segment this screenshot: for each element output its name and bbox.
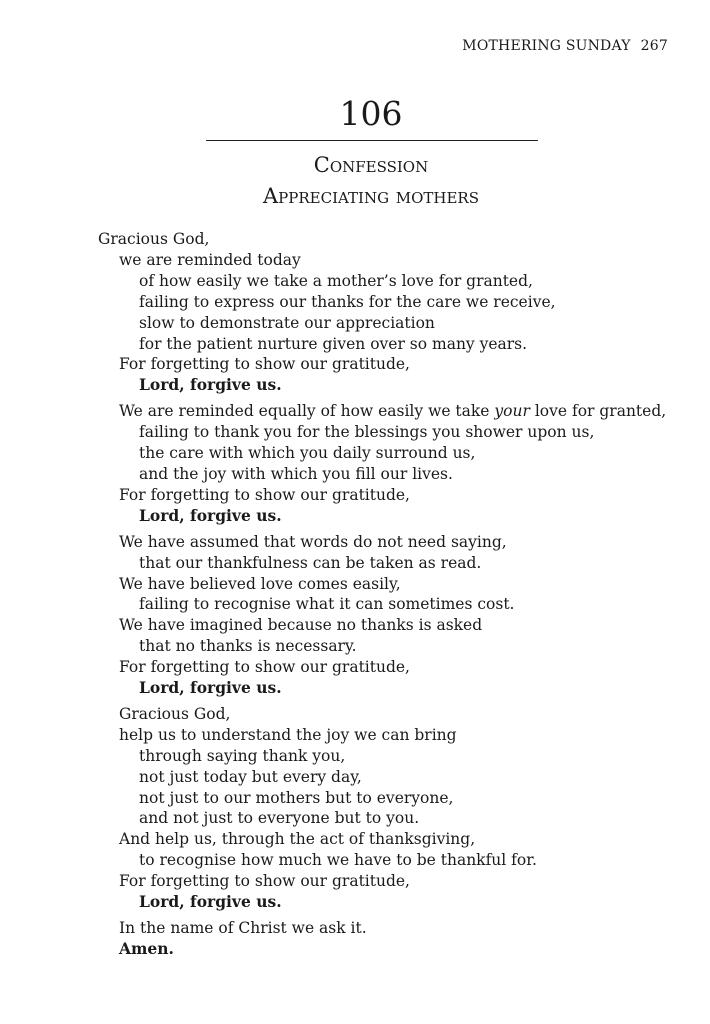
prayer-line: of how easily we take a mother’s love for granted, [139, 271, 533, 290]
prayer-line: And help us, through the act of thanksgiving, [119, 830, 476, 849]
emphasis-text: your [494, 402, 530, 421]
prayer-line: to recognise how much we have to be thankful for. [139, 851, 537, 870]
prayer-line: help us to understand the joy we can bring [119, 725, 457, 744]
prayer-line: not just today but every day, [139, 767, 362, 786]
prayer-line [98, 401, 698, 422]
prayer-line: and the joy with which you fill our lives. [139, 464, 453, 483]
prayer-line: We have imagined because no thanks is asked [119, 616, 483, 635]
prayer-line: For forgetting to show our gratitude, [119, 872, 410, 891]
response-line: Lord, forgive us. [139, 505, 282, 525]
response-line: Lord, forgive us. [139, 678, 282, 698]
prayer-line: failing to thank you for the blessings you shower upon us, [139, 423, 595, 442]
prayer-line: For forgetting to show our gratitude, [119, 485, 410, 504]
prayer-line: we are reminded today [119, 250, 301, 269]
running-title: MOTHERING SUNDAY [462, 38, 631, 54]
prayer-line: not just to our mothers but to everyone, [139, 788, 454, 807]
title-rule [206, 140, 538, 141]
prayer-line: that our thankfulness can be taken as read. [139, 553, 482, 572]
prayer-line: For forgetting to show our gratitude, [119, 658, 410, 677]
response-line: Lord, forgive us. [139, 892, 282, 912]
prayer-line: for the patient nurture given over so many years. [139, 334, 528, 353]
amen-line: Amen. [119, 938, 174, 958]
title-line-1: Confession [313, 153, 429, 177]
prayer-line: We have believed love comes easily, [119, 574, 401, 593]
prayer-line: and not just to everyone but to you. [139, 809, 420, 828]
prayer-title [0, 150, 710, 212]
prayer-line: through saying thank you, [139, 746, 346, 765]
prayer-number: 106 [339, 94, 403, 133]
title-line-2: Appreciating mothers [263, 184, 479, 208]
prayer-line: that no thanks is necessary. [139, 637, 357, 656]
prayer-line: In the name of Christ we ask it. [119, 919, 367, 937]
prayer-line: slow to demonstrate our appreciation [139, 313, 435, 332]
prayer-body [98, 229, 698, 960]
prayer-line: failing to recognise what it can sometimes cost. [139, 595, 515, 614]
response-line: Lord, forgive us. [139, 375, 282, 395]
prayer-line: failing to express our thanks for the care we receive, [139, 292, 556, 311]
prayer-line: the care with which you daily surround us, [139, 444, 476, 463]
page-number: 267 [640, 38, 668, 54]
running-head [462, 38, 668, 54]
prayer-line: Gracious God, [98, 230, 210, 248]
prayer-line: We have assumed that words do not need saying, [119, 532, 507, 551]
line-text: We are reminded equally of how easily we take [119, 402, 495, 421]
line-text: love for granted, [529, 402, 667, 421]
prayer-line: Gracious God, [119, 704, 231, 723]
prayer-line: For forgetting to show our gratitude, [119, 355, 410, 374]
